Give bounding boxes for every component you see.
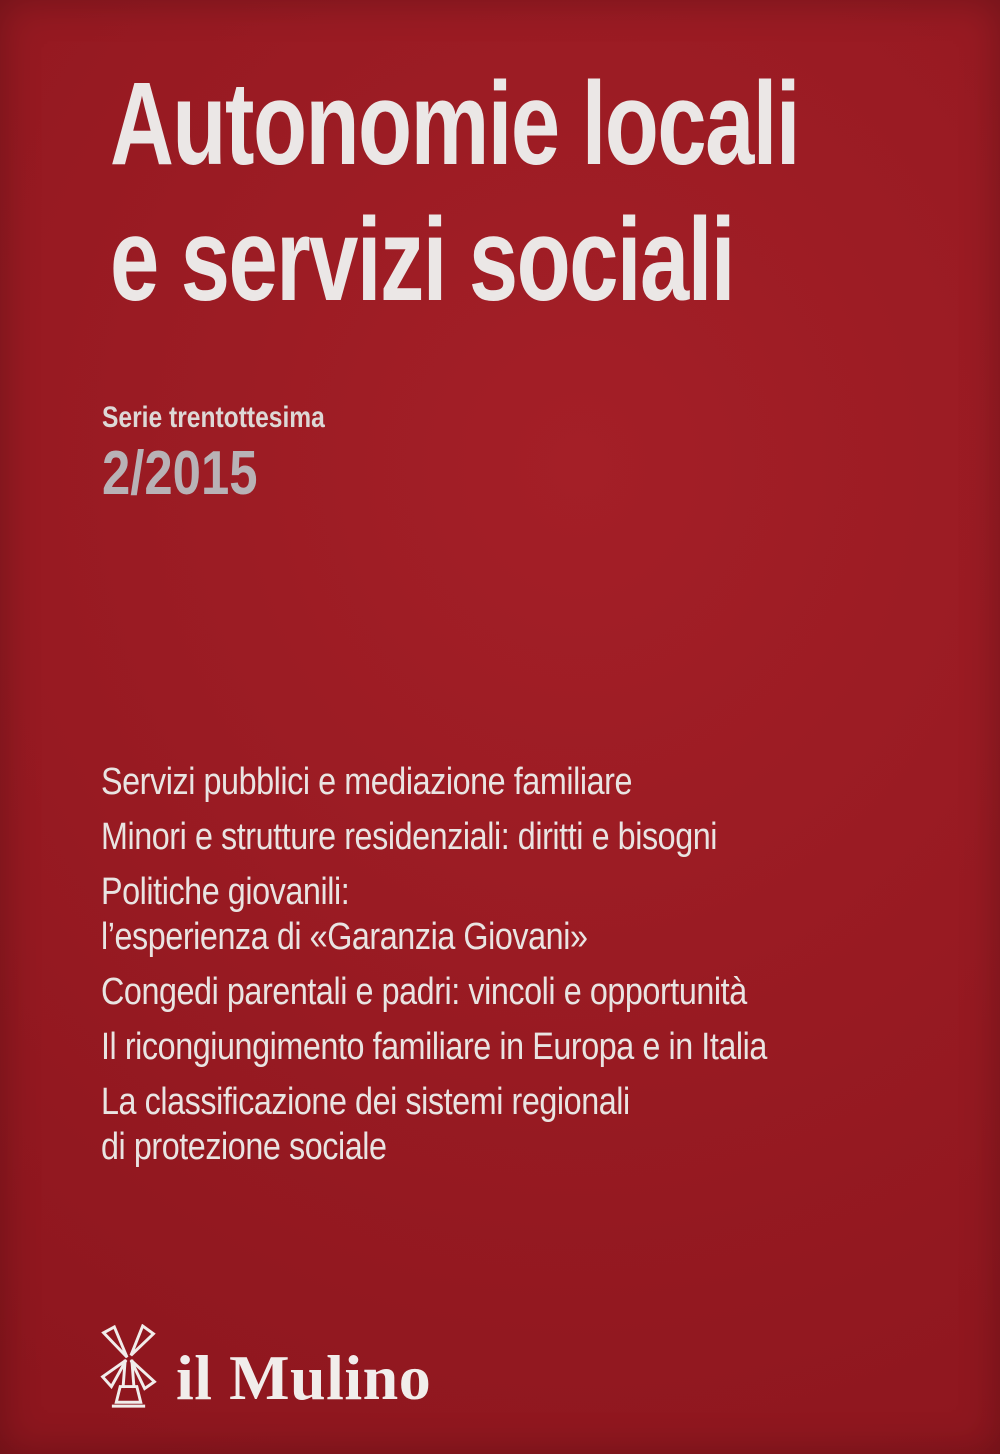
publisher-name: il Mulino (176, 1342, 432, 1413)
topic-item (101, 870, 767, 960)
topic-line: Il ricongiungimento familiare in Europa e in Italia (101, 1026, 767, 1068)
series-label: Serie trentottesima (102, 401, 325, 434)
title-line-1: Autonomie locali (110, 58, 799, 190)
topic-item (101, 760, 767, 805)
topic-item (101, 815, 767, 860)
topic-line: di protezione sociale (101, 1126, 387, 1168)
journal-title (110, 56, 799, 328)
topic-item (101, 970, 767, 1015)
topic-line: Congedi parentali e padri: vincoli e opportunità (101, 971, 747, 1013)
topic-line: Minori e strutture residenziali: diritti e bisogni (101, 816, 718, 858)
title-line-2: e servizi sociali (110, 194, 734, 326)
topic-line: l’esperienza di «Garanzia Giovani» (101, 916, 588, 958)
publisher-logo (98, 1324, 431, 1412)
topic-line: Servizi pubblici e mediazione familiare (101, 761, 632, 803)
topic-item (101, 1080, 767, 1170)
windmill-icon (98, 1324, 160, 1412)
topics-list (101, 760, 767, 1180)
topic-line: La classificazione dei sistemi regionali (101, 1081, 630, 1123)
topic-line: Politiche giovanili: (101, 871, 350, 913)
series-block (102, 399, 374, 507)
topic-item (101, 1025, 767, 1070)
issue-number: 2/2015 (102, 439, 258, 508)
